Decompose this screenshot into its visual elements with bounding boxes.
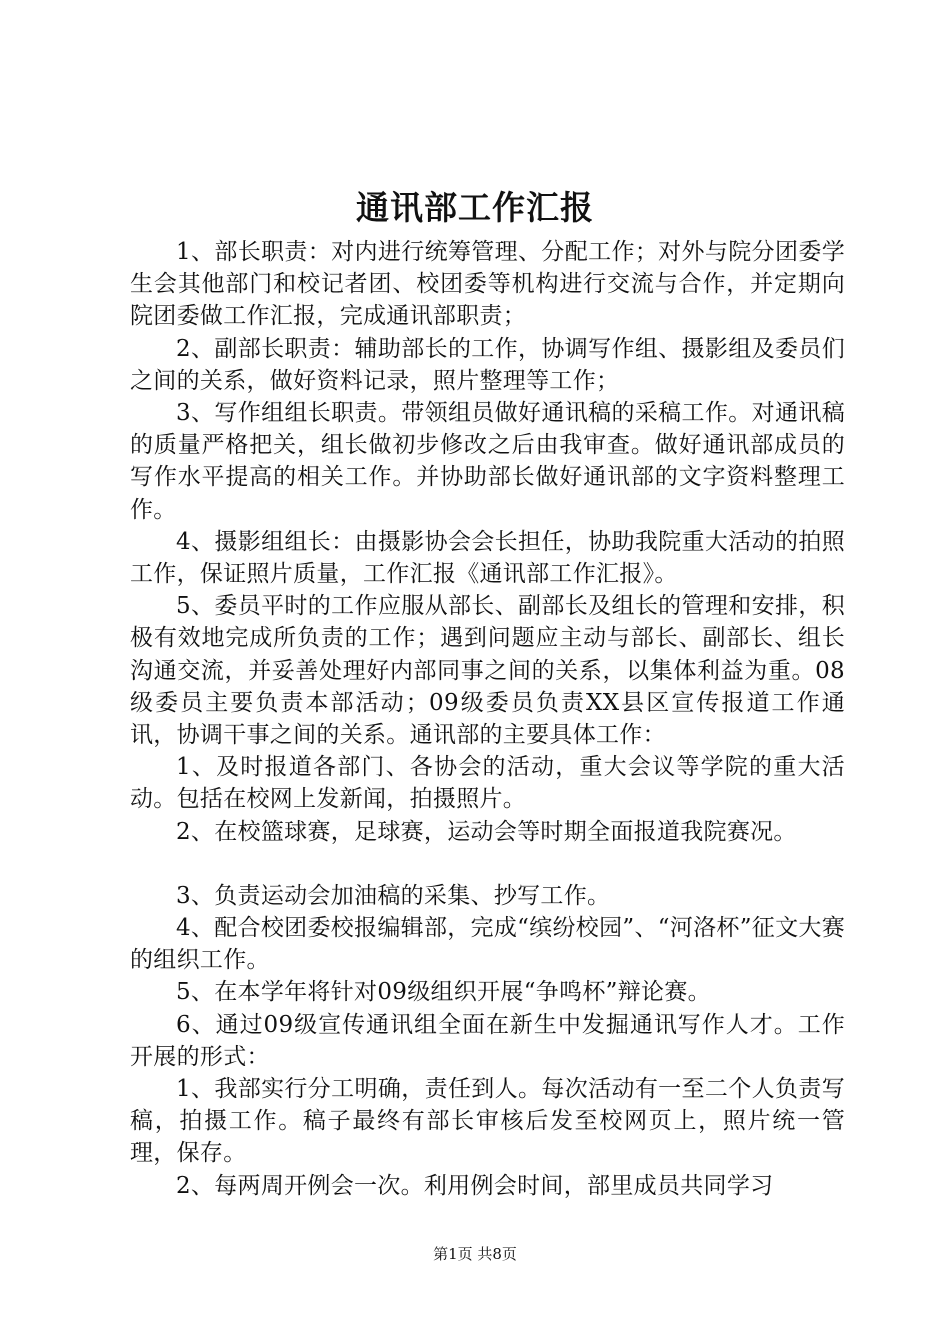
paragraph: 1、我部实行分工明确，责任到人。每次活动有一至二个人负责写稿，拍摄工作。稿子最终有部长审核后发至校网页上，照片统一管理，保存。: [130, 1076, 845, 1167]
paragraph: 4、配合校团委校报编辑部，完成“缤纷校园”、“河洛杯”征文大赛的组织工作。: [130, 915, 845, 974]
page-number-footer: 第1页 共8页: [433, 1245, 517, 1263]
paragraph: 4、摄影组组长：由摄影协会会长担任，协助我院重大活动的拍照工作，保证照片质量，工作汇报《通讯部工作汇报》。: [130, 528, 845, 588]
paragraph: 6、通过09级宣传通讯组全面在新生中发掘通讯写作人才。工作开展的形式：: [130, 1011, 845, 1070]
paragraph: 2、在校篮球赛，足球赛，运动会等时期全面报道我院赛况。: [176, 818, 797, 845]
paragraph: 3、写作组组长职责。带领组员做好通讯稿的采稿工作。对通讯稿的质量严格把关，组长做初步修改之后由我审查。做好通讯部成员的写作水平提高的相关工作。并协助部长做好通讯部的文字资料整理工作。: [130, 400, 845, 523]
paragraph: 3、负责运动会加油稿的采集、抄写工作。: [176, 882, 611, 909]
document-body: [130, 236, 845, 1202]
paragraph: 2、每两周开例会一次。利用例会时间，部里成员共同学习: [176, 1172, 774, 1199]
paragraph: 1、部长职责：对内进行统筹管理、分配工作；对外与院分团委学生会其他部门和校记者团、校团委等机构进行交流与合作，并定期向院团委做工作汇报，完成通讯部职责；: [130, 239, 845, 330]
document-title: 通讯部工作汇报: [356, 188, 594, 227]
paragraph: 1、及时报道各部门、各协会的活动，重大会议等学院的重大活动。包括在校网上发新闻，拍摄照片。: [130, 754, 845, 813]
paragraph: 5、委员平时的工作应服从部长、副部长及组长的管理和安排，积极有效地完成所负责的工作；遇到问题应主动与部长、副部长、组长沟通交流，并妥善处理好内部同事之间的关系，以集体利益为重。08级委员主要负责本部活动；09级委员负责XX县区宣传报道工作通讯，协调干事之间的关系。通讯部的主要具体工作：: [130, 593, 845, 749]
paragraph: 2、副部长职责：辅助部长的工作，协调写作组、摄影组及委员们之间的关系，做好资料记录，照片整理等工作；: [130, 335, 845, 394]
paragraph: 5、在本学年将针对09级组织开展“争鸣杯”辩论赛。: [176, 979, 711, 1006]
